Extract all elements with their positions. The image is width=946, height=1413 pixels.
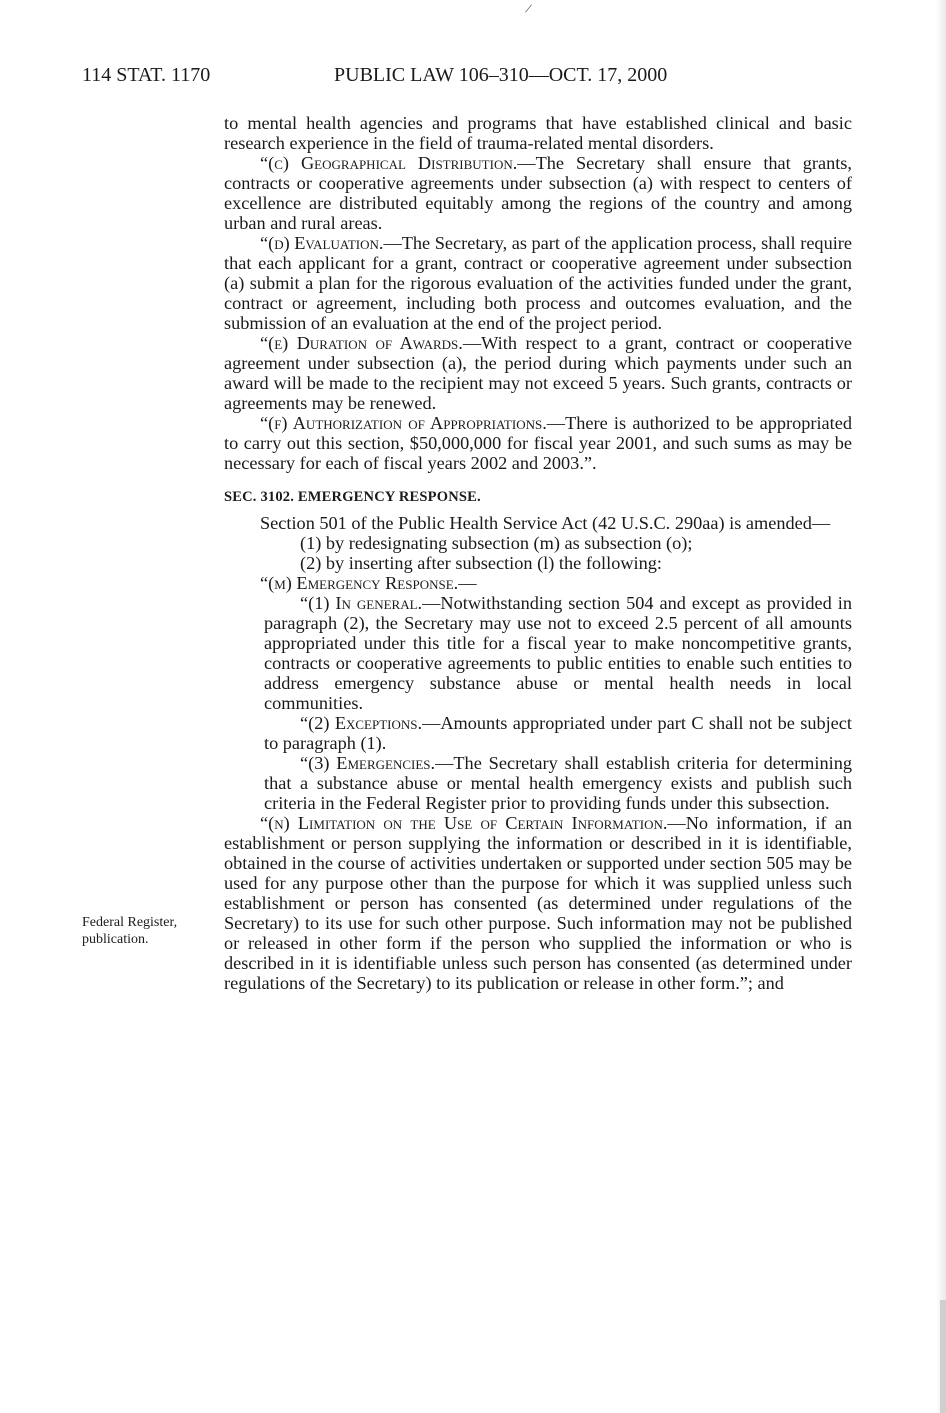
paragraph-m1 bbox=[224, 593, 852, 713]
page-header bbox=[82, 64, 862, 94]
subsection-f bbox=[224, 413, 852, 473]
subsection-m-text: — bbox=[458, 573, 477, 593]
subsection-m-heading: “(m) Emergency Response. bbox=[260, 573, 459, 593]
subsection-n-text: —No information, if an establishment or person supplying the information or described in it is identifiable, obtained in the course of activities undertaken or supported under section 505 may be used for any purpose other than the purpose for which it was supplied unless such establishment or person has consented (as determined under regulations of the Secretary) to its use for such other purpose. Such information may not be published or released in other form if the person who supplied the information or who is described in it is identifiable unless such person has consented (as determined under regulations of the Secretary) to its publication or release in other form.”; and bbox=[224, 813, 852, 993]
subsection-e-text: —With respect to a grant, contract or cooperative agreement under subsection (a), the period during which payments under such an award will be made to the recipient may not exceed 5 years. Such grants, contracts or agreements may be renewed. bbox=[224, 333, 852, 413]
subsection-m bbox=[224, 573, 852, 593]
paragraph-m3-text: —The Secretary shall establish criteria for determining that a substance abuse or mental health emergency exists and publish such criteria in the Federal Register prior to providing funds under this subsection. bbox=[264, 753, 852, 813]
page-edge-shadow bbox=[936, 0, 946, 1413]
paragraph-m1-text: —Notwithstanding section 504 and except as provided in paragraph (2), the Secretary may use not to exceed 2.5 percent of all amounts appropriated under this title for a fiscal year to make noncompetitive grants, contracts or cooperative agreements to public entities to enable such entities to address emergency substance abuse or mental health needs in local communities. bbox=[264, 593, 852, 713]
section-heading: SEC. 3102. EMERGENCY RESPONSE. bbox=[224, 489, 481, 505]
section-intro: Section 501 of the Public Health Service Act (42 U.S.C. 290aa) is amended— bbox=[260, 513, 831, 533]
subsection-d-text: —The Secretary, as part of the application process, shall require that each applicant for a grant, contract or cooperative agreement under subsection (a) submit a plan for the rigorous evaluation of the activities funded under the grant, contract or agreement, including both process and outcomes evaluation, and the submission of an evaluation at the end of the project period. bbox=[224, 233, 852, 333]
subsection-e-heading: “(e) Duration of Awards. bbox=[260, 333, 463, 353]
subsection-f-heading: “(f) Authorization of Appropriations. bbox=[260, 413, 547, 433]
margin-note: Federal Register, publication. bbox=[82, 915, 178, 947]
amendment-item-2: (2) by inserting after subsection (l) the following: bbox=[300, 553, 662, 573]
subsection-d-heading: “(d) Evaluation. bbox=[260, 233, 384, 253]
stat-page-number: 114 STAT. 1170 bbox=[82, 64, 211, 86]
paragraph-m3 bbox=[224, 753, 852, 813]
law-title: PUBLIC LAW 106–310—OCT. 17, 2000 bbox=[334, 64, 668, 86]
paragraph-m3-heading: “(3) Emergencies. bbox=[300, 753, 436, 773]
subsection-n bbox=[224, 813, 852, 993]
document-body bbox=[224, 113, 852, 993]
subsection-d bbox=[224, 233, 852, 333]
stray-mark: / bbox=[523, 1, 533, 18]
paragraph-m2-text: —Amounts appropriated under part C shall not be subject to paragraph (1). bbox=[264, 713, 852, 753]
subsection-e bbox=[224, 333, 852, 413]
subsection-c bbox=[224, 153, 852, 233]
paragraph-m2 bbox=[224, 713, 852, 753]
subsection-f-text: —There is authorized to be appropriated to carry out this section, $50,000,000 for fiscal year 2001, and such sums as may be necessary for each of fiscal years 2002 and 2003.”. bbox=[224, 413, 852, 473]
subsection-c-text: —The Secretary shall ensure that grants, contracts or cooperative agreements under subsection (a) with respect to centers of excellence are distributed equitably among the regions of the country and among urban and rural areas. bbox=[224, 153, 852, 233]
page-edge-shadow-dark bbox=[940, 1300, 946, 1413]
subsection-n-heading: “(n) Limitation on the Use of Certain Information. bbox=[260, 813, 668, 833]
paragraph-m2-heading: “(2) Exceptions. bbox=[300, 713, 423, 733]
paragraph-m1-heading: “(1) In general. bbox=[300, 593, 423, 613]
amendment-item-1: (1) by redesignating subsection (m) as subsection (o); bbox=[300, 533, 693, 553]
subsection-c-heading: “(c) Geographical Distribution. bbox=[260, 153, 518, 173]
paragraph-continuation: to mental health agencies and programs that have established clinical and basic research experience in the field of trauma-related mental disorders. bbox=[224, 113, 852, 153]
